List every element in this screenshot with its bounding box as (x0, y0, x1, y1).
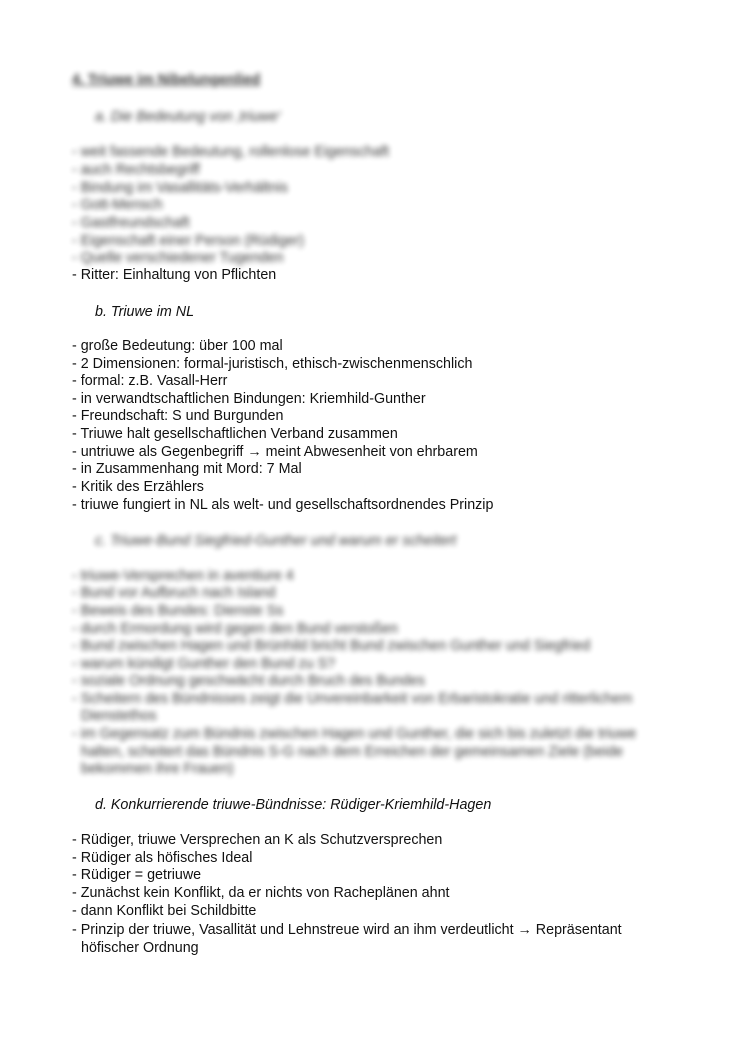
subsection-b-title: b. Triuwe im NL (95, 304, 195, 320)
list-item: - Eigenschaft einer Person (Rüdiger) (72, 233, 305, 249)
list-item-continuation: halten, scheitert das Bündnis S-G nach dem Erreichen der gemeinsamen Ziele (beide (81, 744, 623, 760)
list-item: - in verwandtschaftlichen Bindungen: Kriemhild-Gunther (72, 391, 426, 407)
section-heading: 4. Triuwe im Nibelungenlied (72, 72, 261, 88)
list-item-continuation: bekommen ihre Frauen) (81, 761, 234, 777)
list-item: - Zunächst kein Konflikt, da er nichts von Racheplänen ahnt (72, 885, 450, 901)
list-item: - 2 Dimensionen: formal-juristisch, ethisch-zwischenmenschlich (72, 356, 473, 372)
subsection-c-title: c. Triuwe-Bund Siegfried-Gunther und warum er scheitert (95, 533, 457, 549)
list-item: - Rüdiger, triuwe Versprechen an K als Schutzversprechen (72, 832, 443, 848)
list-item-continuation: Dienstethos (81, 708, 157, 724)
list-item: - Bund zwischen Hagen und Brünhild bricht Bund zwischen Gunther und Siegfried (72, 638, 591, 654)
list-item-continuation: höfischer Ordnung (81, 940, 199, 956)
list-item: - durch Ermordung wird gegen den Bund verstoßen (72, 621, 398, 637)
list-item: - Ritter: Einhaltung von Pflichten (72, 267, 277, 283)
list-item: - Rüdiger = getriuwe (72, 867, 202, 883)
list-item: - warum kündigt Gunther den Bund zu S? (72, 656, 336, 672)
list-item: - weit fassende Bedeutung, rollenlose Eigenschaft (72, 144, 390, 160)
list-item: - Beweis des Bundes: Dienste Ss (72, 603, 284, 619)
subsection-d-title: d. Konkurrierende triuwe-Bündnisse: Rüdiger-Kriemhild-Hagen (95, 797, 492, 813)
list-item: - soziale Ordnung geschwächt durch Bruch des Bundes (72, 673, 425, 689)
list-item: - Kritik des Erzählers (72, 479, 204, 495)
list-item: - dann Konflikt bei Schildbitte (72, 903, 257, 919)
list-item: - Gastfreundschaft (72, 215, 190, 231)
list-item: - Bindung im Vasallitäts-Verhältnis (72, 180, 288, 196)
list-item: - Rüdiger als höfisches Ideal (72, 850, 253, 866)
list-item: - große Bedeutung: über 100 mal (72, 338, 283, 354)
list-item: - Quelle verschiedener Tugenden (72, 250, 284, 266)
list-item: - Prinzip der triuwe, Vasallität und Lehnstreue wird an ihm verdeutlicht → Repräsentant (72, 922, 622, 938)
list-item: - Scheitern des Bündnisses zeigt die Unvereinbarkeit von Erbaristokratie und ritterlichem (72, 691, 633, 707)
list-item: - Freundschaft: S und Burgunden (72, 408, 284, 424)
list-item: - Bund vor Aufbruch nach Island (72, 585, 276, 601)
list-item: - Gott-Mensch (72, 197, 163, 213)
list-item: - in Zusammenhang mit Mord: 7 Mal (72, 461, 302, 477)
list-item: - im Gegensatz zum Bündnis zwischen Hagen und Gunther, die sich bis zuletzt die triuwe (72, 726, 637, 742)
list-item: - untriuwe als Gegenbegriff → meint Abwesenheit von ehrbarem (72, 444, 478, 460)
list-item: - triuwe-Versprechen in aventiure 4 (72, 568, 294, 584)
list-item: - Triuwe halt gesellschaftlichen Verband zusammen (72, 426, 398, 442)
list-item: - formal: z.B. Vasall-Herr (72, 373, 228, 389)
list-item: - auch Rechtsbegriff (72, 162, 200, 178)
subsection-a-title: a. Die Bedeutung von ‚triuwe‘ (95, 109, 281, 125)
list-item: - triuwe fungiert in NL als welt- und gesellschaftsordnendes Prinzip (72, 497, 494, 513)
